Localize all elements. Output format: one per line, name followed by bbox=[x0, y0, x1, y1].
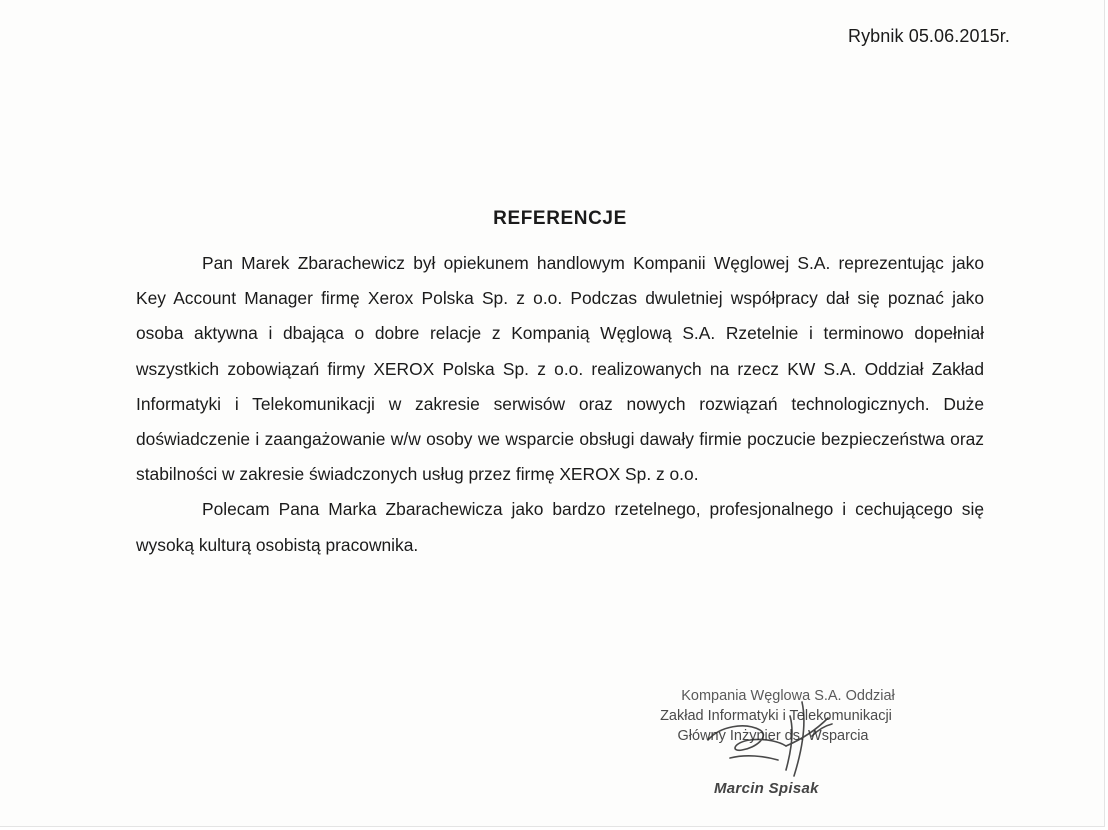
letter-date: Rybnik 05.06.2015r. bbox=[847, 26, 1010, 46]
stamp-line-department: Zakład Informatyki i Telekomunikacji bbox=[660, 708, 892, 724]
letter-body bbox=[136, 246, 984, 563]
body-paragraph-1: Pan Marek Zbarachewicz był opiekunem handlowym Kompanii Węglowej S.A. reprezentując jako Key Account Manager firmę Xerox Polska Sp. z o.o. Podczas dwuletniej współpracy dał się poznać jako osoba aktywna i dbająca o dobre relacje z Kompanią Węglową S.A. Rzetelnie i terminowo dopełniał wszystkich zobowiązań firmy XEROX Polska Sp. z o.o. realizowanych na rzecz KW S.A. Oddział Zakład Informatyki i Telekomunikacji w zakresie serwisów oraz nowych rozwiązań technologicznych. Duże doświadczenie i zaangażowanie w/w osoby we wsparcie obsługi dawały firmie poczucie bezpieczeństwa oraz stabilności w zakresie świadczonych usług przez firmę XEROX Sp. z o.o. bbox=[136, 253, 984, 485]
body-paragraph-2: Polecam Pana Marka Zbarachewicza jako bardzo rzetelnego, profesjonalnego i cechującego się wysoką kulturą osobistą pracownika. bbox=[136, 499, 984, 555]
signer-name: Marcin Spisak bbox=[714, 780, 819, 797]
letter-title: REFERENCJE bbox=[493, 208, 627, 229]
handwritten-signature bbox=[690, 696, 850, 786]
stamp-line-position: Główny Inżynier ds. Wsparcia bbox=[677, 728, 869, 744]
stamp-line-company: Kompania Węglowa S.A. Oddział bbox=[681, 688, 895, 704]
